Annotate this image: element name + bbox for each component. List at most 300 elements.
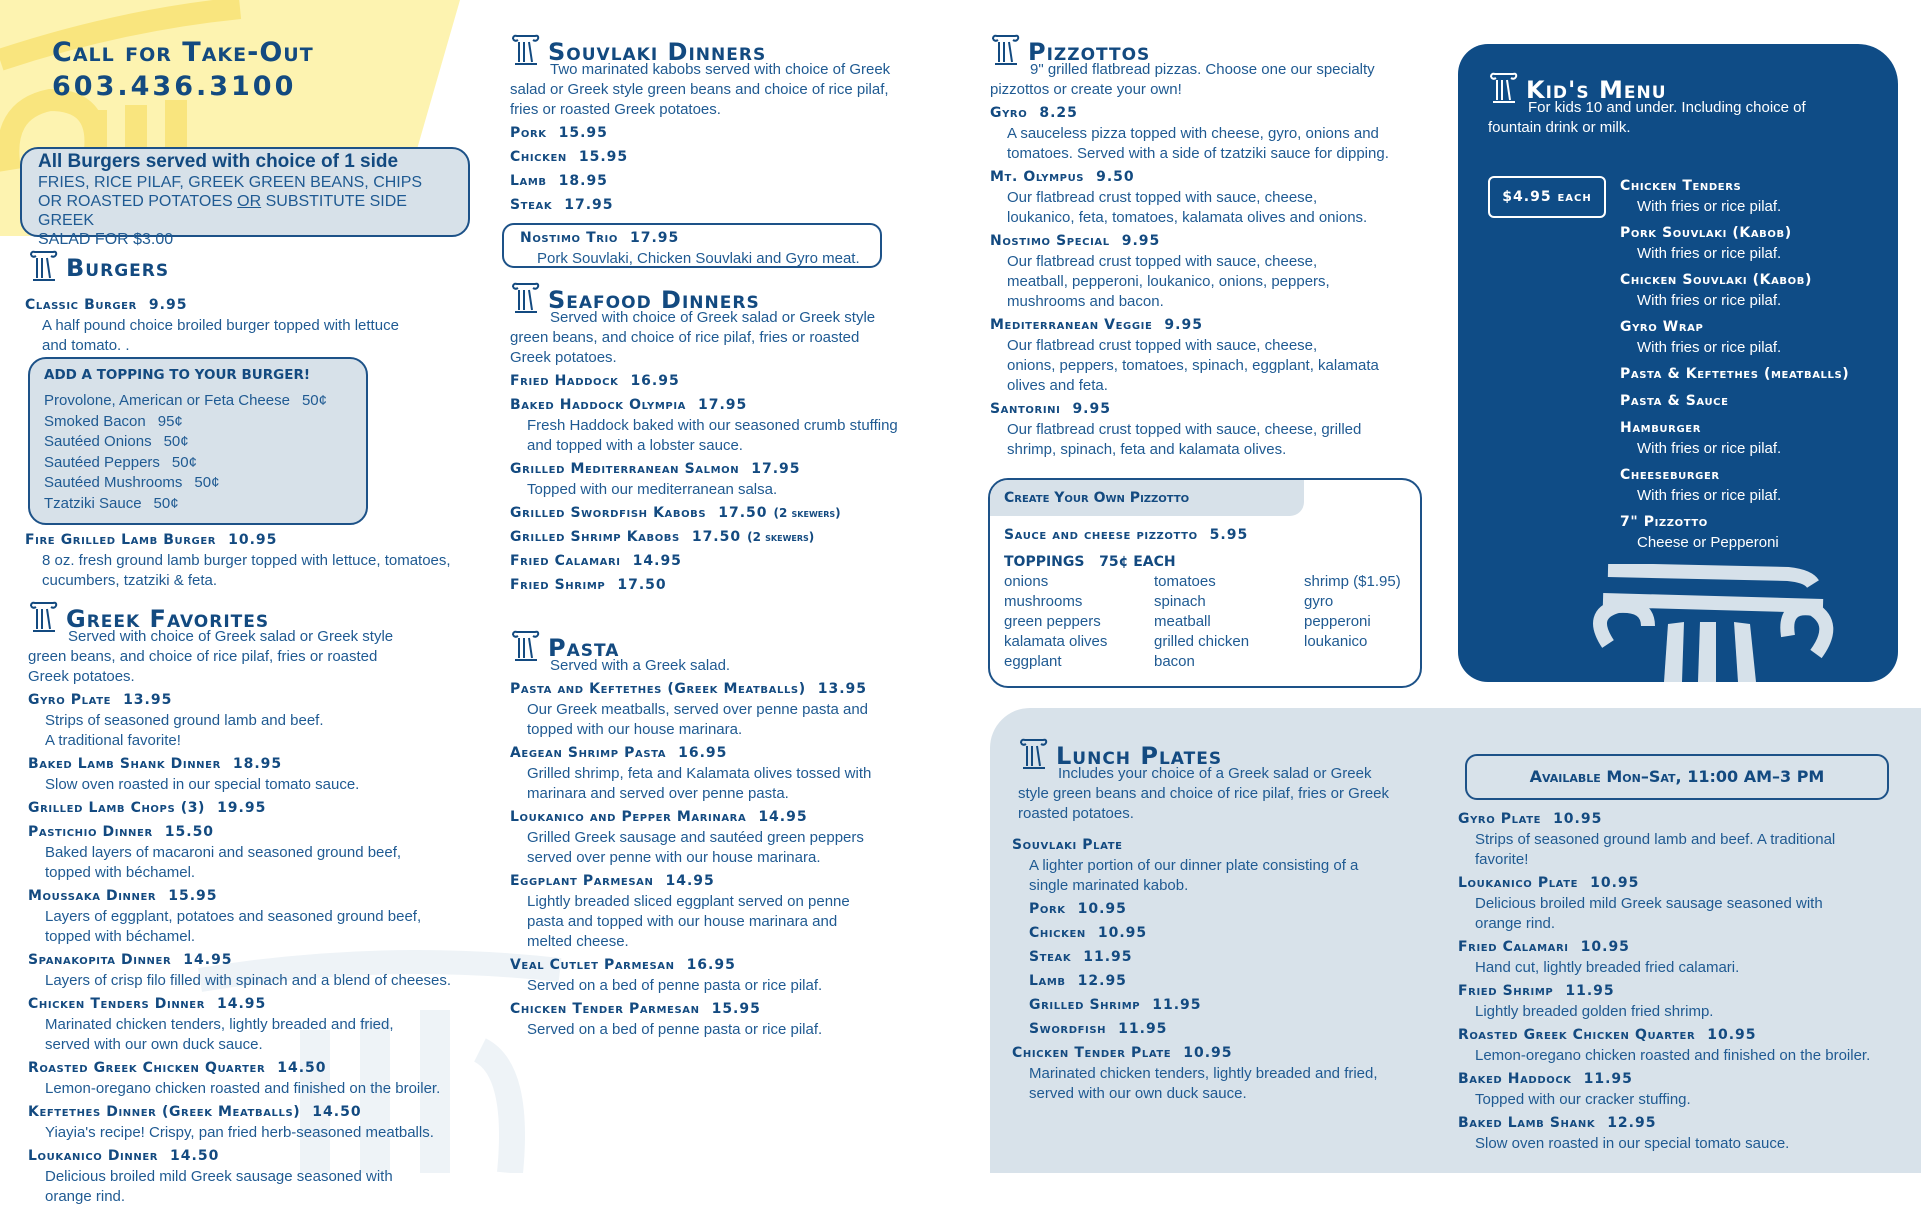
item-heading bbox=[28, 949, 488, 971]
item-price: 14.95 bbox=[758, 809, 808, 825]
section-title: Pizzottos bbox=[1028, 38, 1151, 66]
intro-line: green beans, and choice of rice pilaf, fries or roasted bbox=[28, 648, 378, 665]
souvlaki-plate bbox=[1012, 834, 1452, 896]
item-price: 13.95 bbox=[123, 692, 173, 708]
item-name: Spanakopita Dinner bbox=[28, 952, 172, 968]
item-description: Yiayia's recipe! Crispy, pan fried herb-seasoned meatballs. bbox=[45, 1124, 434, 1141]
lunch-plates-panel bbox=[990, 708, 1921, 1173]
toppings-price: 75¢ EACH bbox=[1099, 554, 1176, 570]
section-intro bbox=[990, 60, 1430, 100]
item-price: 15.95 bbox=[168, 888, 218, 904]
item-price: 16.95 bbox=[686, 957, 736, 973]
item-description: A sauceless pizza topped with cheese, gyro, onions and bbox=[1007, 125, 1379, 142]
item-description: Lightly breaded golden fried shrimp. bbox=[1475, 1003, 1714, 1020]
item-description: served with our own duck sauce. bbox=[45, 1036, 263, 1053]
item-description: served with our own duck sauce. bbox=[1029, 1085, 1247, 1102]
item-price: 10.95 bbox=[1183, 1045, 1233, 1061]
text: SUBSTITUTE SIDE GREEK bbox=[38, 193, 407, 229]
topping-option: spinach bbox=[1154, 593, 1206, 610]
section-items bbox=[510, 678, 950, 1040]
menu-item bbox=[28, 993, 488, 1055]
phone-number[interactable]: 603.436.3100 bbox=[52, 71, 297, 102]
item-name: Grilled Shrimp Kabobs bbox=[510, 529, 680, 545]
item-name: Santorini bbox=[990, 401, 1061, 417]
item-name: Steak bbox=[510, 197, 553, 213]
item-description: mushrooms and bacon. bbox=[1007, 293, 1164, 310]
section-title: Kid's Menu bbox=[1526, 76, 1667, 104]
intro-line: 9" grilled flatbread pizzas. Choose one our specialty bbox=[1030, 61, 1375, 78]
item-heading bbox=[28, 1101, 488, 1123]
menu-item bbox=[1620, 363, 1890, 385]
menu-item bbox=[510, 122, 950, 144]
item-price: 10.95 bbox=[1553, 811, 1603, 827]
item-heading bbox=[1012, 1042, 1452, 1064]
item-name: Chicken Tender Parmesan bbox=[510, 1001, 700, 1017]
item-description: shrimp, spinach, feta and kalamata olives. bbox=[1007, 441, 1287, 458]
item-heading bbox=[1620, 269, 1890, 291]
item-name: Baked Lamb Shank bbox=[1458, 1115, 1596, 1131]
item-price: 11.95 bbox=[1565, 983, 1615, 999]
topping-item bbox=[44, 432, 352, 453]
item-description: melted cheese. bbox=[527, 933, 629, 950]
topping-option: grilled chicken bbox=[1154, 633, 1250, 650]
lunch-left-list bbox=[1012, 832, 1452, 1104]
topping-price: 50¢ bbox=[301, 392, 327, 409]
item-name: Chicken bbox=[510, 149, 567, 165]
item-heading bbox=[990, 166, 1430, 188]
item-heading bbox=[1458, 1068, 1908, 1090]
item-price: 12.95 bbox=[1607, 1115, 1657, 1131]
item-price: 14.95 bbox=[632, 553, 682, 569]
intro-line: salad or Greek style green beans and choice of rice pilaf, bbox=[510, 81, 889, 98]
burger-sides-line: SALAD FOR $3.00 bbox=[38, 231, 174, 248]
chicken-tender-plate bbox=[1012, 1042, 1452, 1104]
intro-line: Served with choice of Greek salad or Greek style bbox=[68, 628, 394, 645]
availability-badge: Available Mon–Sat, 11:00 AM–3 PM bbox=[1465, 754, 1889, 800]
item-name: Fried Calamari bbox=[1458, 939, 1569, 955]
item-heading bbox=[990, 230, 1430, 252]
item-description: With fries or rice pilaf. bbox=[1637, 245, 1782, 262]
item-price: 11.95 bbox=[1152, 997, 1202, 1013]
item-price: 16.95 bbox=[630, 373, 680, 389]
item-name: Cheeseburger bbox=[1620, 467, 1720, 483]
item-name: Lamb bbox=[1029, 973, 1066, 989]
item-description: Our flatbread crust topped with sauce, cheese, bbox=[1007, 337, 1318, 354]
item-description: onions, peppers, tomatoes, spinach, eggplant, kalamata bbox=[1007, 357, 1379, 374]
intro-line: For kids 10 and under. Including choice of bbox=[1528, 99, 1806, 116]
item-description: Marinated chicken tenders, lightly breaded and fried, bbox=[1029, 1065, 1378, 1082]
item-name: Baked Haddock bbox=[1458, 1071, 1572, 1087]
item-name: Lamb bbox=[510, 173, 547, 189]
section-items bbox=[510, 370, 950, 596]
column-icon bbox=[990, 34, 1020, 66]
item-description: olives and feta. bbox=[1007, 377, 1108, 394]
menu-item bbox=[1029, 898, 1452, 920]
section-pasta bbox=[510, 632, 950, 1040]
toppings-header bbox=[990, 546, 1420, 572]
item-heading bbox=[1012, 834, 1452, 856]
item-heading bbox=[510, 998, 950, 1020]
item-price: 9.95 bbox=[1072, 401, 1111, 417]
item-price: 10.95 bbox=[1097, 925, 1148, 941]
menu-item bbox=[28, 821, 488, 883]
item-name: Grilled Shrimp bbox=[1029, 997, 1141, 1013]
item-name: Chicken Tender Plate bbox=[1012, 1045, 1172, 1061]
menu-item bbox=[28, 753, 488, 795]
item-price: 8.25 bbox=[1039, 105, 1078, 121]
section-title: Pasta bbox=[548, 634, 620, 662]
item-description: Pork Souvlaki, Chicken Souvlaki and Gyro meat. bbox=[537, 250, 860, 267]
burgers-list-2 bbox=[25, 527, 485, 591]
menu-item bbox=[28, 1101, 488, 1143]
intro-line: pizzottos or create your own! bbox=[990, 81, 1182, 98]
item-heading bbox=[990, 314, 1430, 336]
item-description: marinara and served over penne pasta. bbox=[527, 785, 789, 802]
item-description: Grilled Greek sausage and sautéed green peppers bbox=[527, 829, 864, 846]
item-description: Served on a bed of penne pasta or rice pilaf. bbox=[527, 977, 823, 994]
item-name: Pork Souvlaki (Kabob) bbox=[1620, 225, 1792, 241]
kids-column-decoration bbox=[1588, 564, 1848, 682]
menu-item bbox=[1458, 1112, 1908, 1154]
topping-name: Sautéed Onions bbox=[44, 433, 152, 450]
section-title: Seafood Dinners bbox=[548, 286, 760, 314]
item-heading bbox=[1458, 980, 1908, 1002]
topping-name: Tzatziki Sauce bbox=[44, 494, 142, 512]
item-price: 14.95 bbox=[183, 952, 233, 968]
item-name: Steak bbox=[1029, 949, 1072, 965]
item-name: Fried Calamari bbox=[510, 553, 621, 569]
item-heading bbox=[510, 742, 950, 764]
item-description: and topped with a lobster sauce. bbox=[527, 437, 743, 454]
item-name: Chicken Tenders Dinner bbox=[28, 996, 205, 1012]
item-price: 18.95 bbox=[558, 173, 608, 189]
topping-option: eggplant bbox=[1004, 653, 1062, 670]
menu-item bbox=[510, 574, 950, 596]
toppings-label: TOPPINGS bbox=[1004, 554, 1085, 570]
item-description: pasta and topped with our house marinara and bbox=[527, 913, 838, 930]
burger-sides-line: FRIES, RICE PILAF, GREEK GREEN BEANS, CHIPS bbox=[38, 174, 423, 191]
topping-option: bacon bbox=[1154, 653, 1195, 670]
item-price: 10.95 bbox=[1077, 901, 1127, 917]
item-description: Slow oven roasted in our special tomato sauce. bbox=[1475, 1135, 1790, 1152]
section-items bbox=[510, 122, 950, 216]
intro-line: Greek potatoes. bbox=[510, 349, 617, 366]
item-price: 15.95 bbox=[711, 1001, 761, 1017]
item-name: Fried Haddock bbox=[510, 373, 619, 389]
item-heading bbox=[510, 194, 950, 216]
intro-line: fries or roasted Greek potatoes. bbox=[510, 101, 721, 118]
menu-item bbox=[510, 678, 950, 740]
section-intro bbox=[1488, 98, 1888, 138]
item-heading bbox=[25, 529, 485, 551]
item-description: Delicious broiled mild Greek sausage seasoned with bbox=[45, 1168, 393, 1185]
topping-name: Provolone, American or Feta Cheese bbox=[44, 392, 290, 409]
section-burgers bbox=[28, 252, 478, 282]
item-name: 7" Pizzotto bbox=[1620, 514, 1708, 530]
item-price: 9.95 bbox=[1121, 233, 1161, 249]
item-heading bbox=[510, 574, 950, 596]
column-icon bbox=[1488, 72, 1518, 104]
intro-line: roasted potatoes. bbox=[1018, 805, 1134, 822]
section-title: Lunch Plates bbox=[1056, 742, 1223, 770]
item-price: 17.95 bbox=[629, 230, 680, 246]
item-description: loukanico, feta, tomatoes, kalamata olives and onions. bbox=[1007, 209, 1368, 226]
item-name: Roasted Greek Chicken Quarter bbox=[28, 1060, 266, 1076]
topping-price: 95¢ bbox=[157, 412, 183, 430]
item-description: served over penne with our house marinara. bbox=[527, 849, 821, 866]
menu-item bbox=[510, 170, 950, 192]
item-name: Grilled Swordfish Kabobs bbox=[510, 505, 707, 521]
item-name: Classic Burger bbox=[25, 297, 137, 313]
menu-item bbox=[1458, 872, 1908, 934]
menu-item bbox=[990, 230, 1430, 312]
intro-line: fountain drink or milk. bbox=[1488, 119, 1631, 136]
toppings-grid bbox=[990, 572, 1420, 672]
item-description: With fries or rice pilaf. bbox=[1637, 292, 1782, 309]
item-heading bbox=[510, 122, 950, 144]
item-name: Pasta & Keftethes (meatballs) bbox=[1620, 366, 1850, 382]
section-intro bbox=[28, 627, 488, 687]
item-heading bbox=[28, 821, 488, 843]
item-description: Fresh Haddock baked with our seasoned crumb stuffing bbox=[527, 417, 898, 434]
item-heading bbox=[510, 806, 950, 828]
item-name: Pork bbox=[1029, 901, 1066, 917]
item-price: 17.50 bbox=[718, 505, 768, 521]
item-heading bbox=[510, 170, 950, 192]
burgers-list bbox=[25, 292, 485, 356]
item-heading bbox=[28, 1145, 488, 1167]
menu-item bbox=[990, 314, 1430, 396]
base-pizzotto bbox=[990, 516, 1420, 546]
item-name: Chicken Tenders bbox=[1620, 178, 1742, 194]
item-name: Mediterranean Veggie bbox=[990, 317, 1153, 333]
menu-item bbox=[25, 529, 485, 591]
topping-item bbox=[44, 391, 352, 412]
section-pizzottos bbox=[990, 36, 1430, 460]
item-description: Slow oven roasted in our special tomato sauce. bbox=[45, 776, 360, 793]
burger-sides-box bbox=[20, 147, 470, 248]
topping-price: 50¢ bbox=[163, 433, 189, 450]
item-heading bbox=[1620, 417, 1890, 439]
item-heading bbox=[1029, 1018, 1452, 1040]
item-heading bbox=[1029, 898, 1452, 920]
item-description: orange rind. bbox=[45, 1188, 126, 1205]
item-heading bbox=[510, 678, 950, 700]
topping-name: Sautéed Peppers bbox=[44, 453, 160, 471]
topping-option: onions bbox=[1004, 573, 1049, 590]
column-icon bbox=[28, 250, 58, 282]
create-your-own-box bbox=[988, 478, 1422, 688]
section-intro bbox=[1018, 764, 1438, 824]
create-title: Create Your Own Pizzotto bbox=[990, 480, 1304, 516]
item-name: Eggplant Parmesan bbox=[510, 873, 654, 889]
intro-line: Served with choice of Greek salad or Greek style bbox=[550, 309, 876, 326]
menu-item bbox=[510, 998, 950, 1040]
item-name: Gyro bbox=[990, 105, 1028, 121]
item-heading bbox=[1620, 464, 1890, 486]
item-description: Lightly breaded sliced eggplant served on penne bbox=[527, 893, 850, 910]
item-description: 8 oz. fresh ground lamb burger topped with lettuce, tomatoes, bbox=[42, 552, 451, 569]
item-heading bbox=[1458, 936, 1908, 958]
menu-item bbox=[28, 949, 488, 991]
section-items bbox=[28, 689, 488, 1207]
item-name: Pasta and Keftethes (Greek Meatballs) bbox=[510, 681, 806, 697]
column-icon bbox=[1018, 738, 1048, 770]
intro-line: Served with a Greek salad. bbox=[550, 657, 731, 674]
section-intro bbox=[510, 308, 950, 368]
item-heading bbox=[1620, 363, 1890, 385]
menu-item bbox=[1458, 808, 1908, 870]
item-price: 11.95 bbox=[1083, 949, 1133, 965]
topping-option: kalamata olives bbox=[1004, 633, 1108, 650]
menu-item bbox=[990, 166, 1430, 228]
menu-item bbox=[510, 458, 950, 500]
menu-item bbox=[1029, 994, 1452, 1016]
menu-item bbox=[1620, 222, 1890, 264]
menu-item bbox=[1029, 1018, 1452, 1040]
item-price: 17.50 bbox=[617, 577, 667, 593]
item-heading bbox=[990, 102, 1430, 124]
kids-menu-panel bbox=[1458, 44, 1898, 682]
item-name: Grilled Mediterranean Salmon bbox=[510, 461, 740, 477]
topping-item bbox=[44, 412, 352, 433]
item-name: Loukanico Dinner bbox=[28, 1148, 159, 1164]
item-price: 14.95 bbox=[665, 873, 715, 889]
item-heading bbox=[28, 1057, 488, 1079]
item-name: Loukanico and Pepper Marinara bbox=[510, 809, 747, 825]
item-description: Our Greek meatballs, served over penne pasta and bbox=[527, 701, 869, 718]
menu-item bbox=[1620, 511, 1890, 553]
item-heading bbox=[1458, 808, 1908, 830]
menu-item bbox=[1620, 464, 1890, 506]
topping-name: Smoked Bacon bbox=[44, 412, 146, 430]
section-title: Greek Favorites bbox=[66, 605, 270, 633]
item-name: Gyro Plate bbox=[28, 692, 112, 708]
item-heading bbox=[510, 954, 950, 976]
item-price: 15.50 bbox=[164, 824, 215, 840]
item-name: Loukanico Plate bbox=[1458, 875, 1579, 891]
item-description: A traditional favorite! bbox=[45, 732, 181, 749]
item-heading bbox=[510, 458, 950, 480]
topping-item bbox=[44, 494, 352, 515]
nostimo-trio-box bbox=[502, 223, 882, 268]
item-price: 9.50 bbox=[1096, 169, 1135, 185]
item-description: Cheese or Pepperoni bbox=[1637, 534, 1779, 551]
item-name: Roasted Greek Chicken Quarter bbox=[1458, 1027, 1696, 1043]
section-intro bbox=[510, 60, 950, 120]
menu-item bbox=[510, 194, 950, 216]
item-description: Topped with our cracker stuffing. bbox=[1475, 1091, 1691, 1108]
menu-item bbox=[1458, 1024, 1908, 1066]
menu-item bbox=[1029, 946, 1452, 968]
item-name: Pasta & Sauce bbox=[1620, 393, 1729, 409]
item-description: With fries or rice pilaf. bbox=[1637, 440, 1782, 457]
item-name: Aegean Shrimp Pasta bbox=[510, 745, 667, 761]
item-description: Baked layers of macaroni and seasoned ground beef, bbox=[45, 844, 402, 861]
item-price: 15.95 bbox=[578, 149, 629, 165]
menu-item bbox=[25, 294, 485, 356]
item-price: 13.95 bbox=[817, 681, 868, 697]
item-price: 9.95 bbox=[148, 297, 188, 313]
item-heading bbox=[1620, 390, 1890, 412]
item-note: (2 skewers) bbox=[747, 530, 815, 544]
item-price: 19.95 bbox=[217, 800, 267, 816]
topping-price: 50¢ bbox=[153, 494, 179, 512]
topping-option: shrimp ($1.95) bbox=[1304, 573, 1401, 590]
menu-item bbox=[520, 227, 864, 269]
item-name: Keftethes Dinner (Greek Meatballs) bbox=[28, 1104, 301, 1120]
item-description: Served on a bed of penne pasta or rice pilaf. bbox=[527, 1021, 823, 1038]
menu-item bbox=[510, 502, 950, 524]
burger-sides-title: All Burgers served with choice of 1 side bbox=[38, 151, 399, 172]
item-heading bbox=[1458, 1024, 1908, 1046]
toppings-box bbox=[28, 357, 368, 525]
menu-item bbox=[1620, 417, 1890, 459]
item-name: Moussaka Dinner bbox=[28, 888, 157, 904]
menu-item bbox=[1620, 175, 1890, 217]
intro-line: Two marinated kabobs served with choice of Greek bbox=[550, 61, 891, 78]
topping-price: 50¢ bbox=[171, 453, 197, 471]
item-name: Grilled Lamb Chops (3) bbox=[28, 800, 206, 816]
topping-item bbox=[44, 453, 352, 474]
text: OR ROASTED POTATOES bbox=[38, 193, 238, 210]
item-heading bbox=[1620, 175, 1890, 197]
item-heading bbox=[28, 753, 488, 775]
menu-item bbox=[1458, 936, 1908, 978]
menu-item bbox=[1029, 970, 1452, 992]
toppings-list bbox=[44, 391, 352, 514]
menu-item bbox=[990, 102, 1430, 164]
item-name: Chicken bbox=[1029, 925, 1086, 941]
item-description: orange rind. bbox=[1475, 915, 1556, 932]
item-name: Souvlaki Plate bbox=[1012, 837, 1123, 853]
item-name: Baked Lamb Shank Dinner bbox=[28, 756, 221, 772]
section-title: Burgers bbox=[66, 254, 170, 282]
item-name: Gyro Wrap bbox=[1620, 319, 1704, 335]
menu-item bbox=[990, 398, 1430, 460]
item-price: 14.95 bbox=[217, 996, 267, 1012]
item-price: 10.95 bbox=[1590, 875, 1640, 891]
item-heading bbox=[510, 526, 950, 548]
item-heading bbox=[510, 146, 950, 168]
item-name: Fried Shrimp bbox=[510, 577, 606, 593]
intro-line: green beans, and choice of rice pilaf, fries or roasted bbox=[510, 329, 860, 346]
section-items bbox=[990, 102, 1430, 460]
section-lunch bbox=[1018, 740, 1438, 824]
menu-item bbox=[510, 870, 950, 952]
item-price: 10.95 bbox=[1707, 1027, 1757, 1043]
item-description: topped with béchamel. bbox=[45, 864, 196, 881]
item-price: 17.95 bbox=[751, 461, 801, 477]
menu-item bbox=[1012, 1042, 1452, 1104]
menu-item bbox=[510, 954, 950, 996]
intro-line: Includes your choice of a Greek salad or Greek bbox=[1058, 765, 1372, 782]
item-description: Our flatbread crust topped with sauce, cheese, grilled bbox=[1007, 421, 1362, 438]
column-icon bbox=[28, 601, 58, 633]
toppings-title: ADD A TOPPING TO YOUR BURGER! bbox=[44, 367, 310, 383]
item-name: Mt. Olympus bbox=[990, 169, 1085, 185]
topping-option: pepperoni bbox=[1304, 613, 1371, 630]
topping-option: meatball bbox=[1154, 613, 1211, 630]
item-description: Marinated chicken tenders, lightly breaded and fried, bbox=[45, 1016, 394, 1033]
item-name: Chicken Souvlaki (Kabob) bbox=[1620, 272, 1812, 288]
menu-item bbox=[510, 806, 950, 868]
item-description: Strips of seasoned ground lamb and beef. bbox=[45, 712, 324, 729]
item-description: Our flatbread crust topped with sauce, cheese, bbox=[1007, 253, 1318, 270]
item-name: Veal Cutlet Parmesan bbox=[510, 957, 675, 973]
menu-item bbox=[1458, 980, 1908, 1022]
topping-name: Sautéed Mushrooms bbox=[44, 474, 183, 491]
